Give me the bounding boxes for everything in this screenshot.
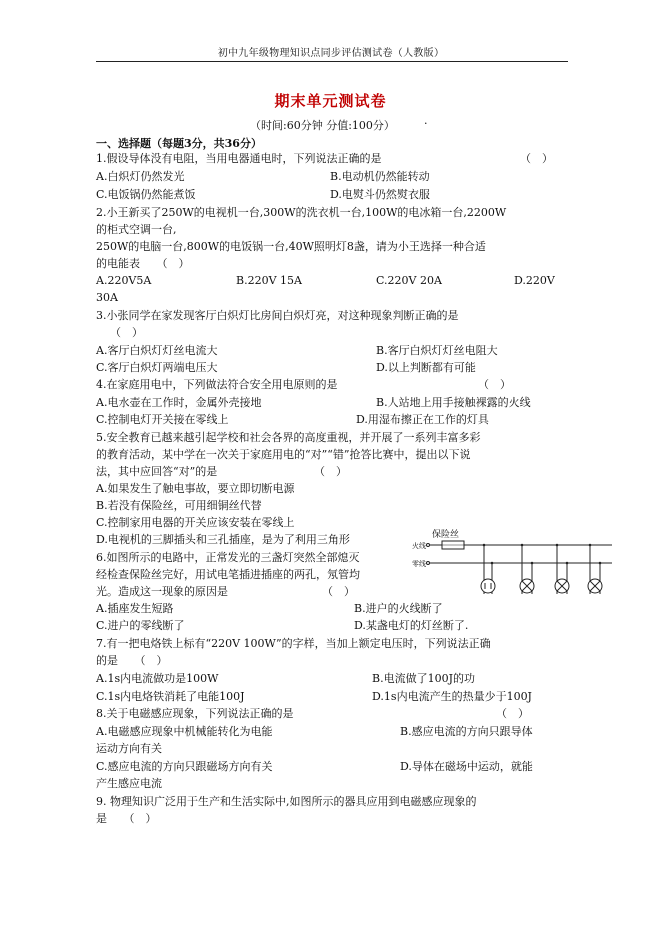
q6-option-a: A.插座发生短路 [96,602,174,615]
question-6-stem-line1: 6.如图所示的电路中，正常发光的三盏灯突然全部熄灭 [96,551,360,564]
question-3-stem: 3.小张同学在家发现客厅白炽灯比房间白炽灯亮，对这种现象判断正确的是 [96,309,459,322]
question-5-stem-line3: 法，其中应回答“对”的是 [96,465,218,478]
question-8-stem: 8.关于电磁感应现象，下列说法正确的是 [96,707,294,720]
fuse-label: 保险丝 [432,530,460,540]
exam-title: 期末单元测试卷 [274,92,387,110]
q3-option-a: A.客厅白炽灯灯丝电流大 [96,344,218,357]
q7-option-a: A.1s内电流做功是100W [96,672,219,685]
q4-option-c: C.控制电灯开关接在零线上 [96,413,229,426]
q4-option-d: D.用湿布擦正在工作的灯具 [356,413,489,426]
question-7-stem-line1: 7.有一把电烙铁上标有“220V 100W”的字样，当加上额定电压时，下列说法正确 [96,637,491,650]
live-wire-label: 火线 [412,542,426,550]
q7-option-d: D.1s内电流产生的热量少于100J [372,690,532,703]
question-5-bracket: （ ） [314,465,347,478]
question-3-bracket: （ ） [110,326,143,339]
question-1-bracket: （ ） [520,152,553,165]
q1-option-d: D.电熨斗仍然熨衣服 [330,188,430,201]
q7-option-c: C.1s内电烙铁消耗了电能100J [96,690,245,703]
q1-option-c: C.电饭锅仍然能煮饭 [96,188,196,201]
neutral-wire-label: 零线 [412,560,426,568]
q5-option-c: C.控制家用电器的开关应该安装在零线上 [96,516,295,529]
q6-option-b: B.进户的火线断了 [354,602,443,615]
q8-option-d: D.导体在磁场中运动，就能 [400,760,533,773]
question-9-stem-line2: 是 （ ） [96,812,157,825]
stray-mark: . [424,114,428,127]
q5-option-b: B.若没有保险丝，可用细铜丝代替 [96,499,262,512]
exam-time-score: （时间:60分钟 分值:100分） [250,119,395,132]
question-6-stem-line2: 经检查保险丝完好，用试电笔插进插座的两孔，氖管均 [96,568,360,581]
q2-option-d: D.220V [514,274,555,287]
q2-option-b: B.220V 15A [236,274,302,287]
q5-option-a: A.如果发生了触电事故，要立即切断电源 [96,482,295,495]
question-9-stem-line1: 9. 物理知识广泛用于生产和生活实际中,如图所示的器具应用到电磁感应现象的 [96,795,477,808]
q4-option-b: B.人站地上用手接触裸露的火线 [376,396,531,409]
q8-option-d-cont: 产生感应电流 [96,777,162,790]
question-4-bracket: （ ） [478,378,511,391]
question-6-bracket: （ ） [322,585,355,598]
question-2-stem-line3: 250W的电脑一台,800W的电饭锅一台,40W照明灯8盏，请为小王选择一种合适 [96,240,486,253]
q8-option-b-cont: 运动方向有关 [96,742,162,755]
question-2-stem-line2: 的柜式空调一台, [96,223,177,236]
lamp-1 [520,579,534,593]
q5-option-d: D.电视机的三脚插头和三孔插座，是为了利用三角形 [96,533,350,546]
question-5-stem-line1: 5.安全教育已越来越引起学校和社会各界的高度重视，并开展了一系列丰富多彩 [96,431,481,444]
q8-option-b: B.感应电流的方向只跟导体 [400,725,533,738]
question-8-bracket: （ ） [496,707,529,720]
q6-option-c: C.进户的零线断了 [96,619,185,632]
question-1-stem: 1.假设导体没有电阻，当用电器通电时，下列说法正确的是 [96,152,382,165]
q6-option-d: D.某盏电灯的灯丝断了. [354,619,469,632]
q8-option-a: A.电磁感应现象中机械能转化为电能 [96,725,273,738]
q7-option-b: B.电流做了100J的功 [372,672,475,685]
question-2-stem-line1: 2.小王新买了250W的电视机一台,300W的洗衣机一台,100W的电冰箱一台,2200W [96,206,507,219]
circuit-diagram [412,528,612,608]
q1-option-a: A.白炽灯仍然发光 [96,170,185,183]
page-header: 初中九年级物理知识点同步评估测试卷（人教版） [217,48,445,59]
q2-option-c: C.220V 20A [376,274,442,287]
q3-option-c: C.客厅白炽灯两端电压大 [96,361,218,374]
socket-symbol [481,579,495,593]
question-6-stem-line3: 光。造成这一现象的原因是 [96,585,228,598]
question-2-stem-line4: 的电能表 （ ） [96,257,190,270]
q3-option-b: B.客厅白炽灯灯丝电阻大 [376,344,498,357]
q3-option-d: D.以上判断都有可能 [376,361,476,374]
section-heading-choice: 一、选择题（每题3分，共36分） [96,137,262,150]
q2-option-d-cont: 30A [96,291,118,304]
q1-option-b: B.电动机仍然能转动 [330,170,430,183]
lamp-2 [555,579,569,593]
lamp-3 [588,579,602,593]
q4-option-a: A.电水壶在工作时，金属外壳接地 [96,396,262,409]
question-4-stem: 4.在家庭用电中，下列做法符合安全用电原则的是 [96,378,338,391]
question-7-stem-line2: 的是 （ ） [96,654,168,667]
header-divider [96,61,568,62]
q8-option-c: C.感应电流的方向只跟磁场方向有关 [96,760,273,773]
q2-option-a: A.220V5A [96,274,152,287]
question-5-stem-line2: 的教育活动，某中学在一次关于家庭用电的“对”“错”抢答比赛中，提出以下说 [96,448,471,461]
